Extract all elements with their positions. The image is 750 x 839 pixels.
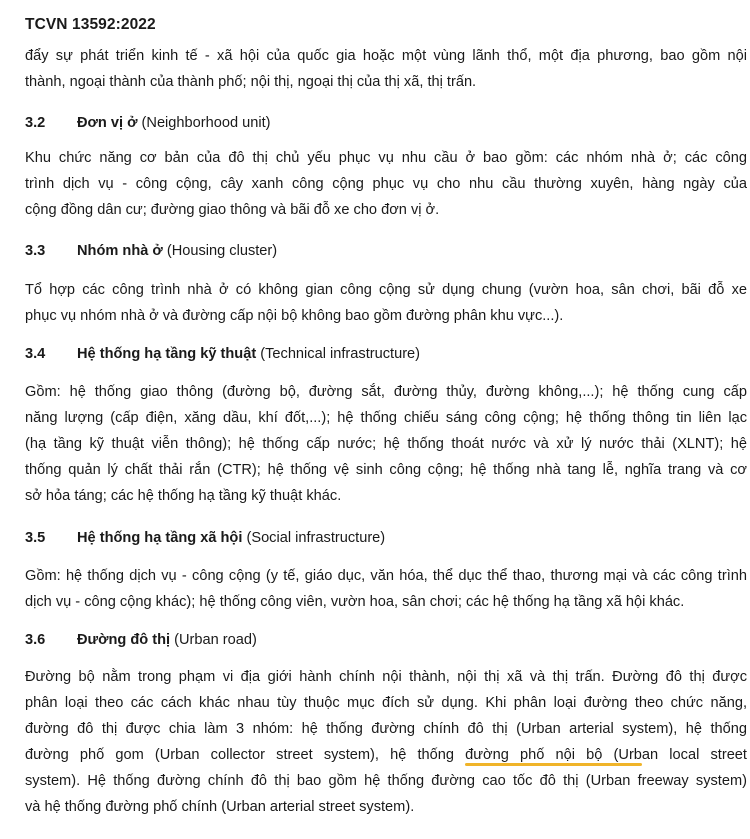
text-line: thống quản lý chất thải rắn (CTR); hệ thống vệ sinh công cộng; hệ thống nhà tang lễ, nghĩa trang và cơ xyxy=(25,462,747,478)
section-number: 3.6 xyxy=(25,632,46,648)
text-line: đẩy sự phát triển kinh tế - xã hội của quốc gia hoặc một vùng lãnh thổ, một địa phương, bao gồm nội xyxy=(25,48,747,64)
text-line: Tổ hợp các công trình nhà ở có không gian công cộng sử dụng chung (vườn hoa, sân chơi, bãi đỗ xe xyxy=(25,282,747,298)
text-line: Đường bộ nằm trong phạm vi địa giới hành chính nội thành, nội thị xã và thị trấn. Đường đô thị được xyxy=(25,669,747,685)
section-english: (Social infrastructure) xyxy=(246,530,386,546)
intro-paragraph xyxy=(25,43,747,95)
text-segment: đường phố gom (Urban collector street system), hệ thống xyxy=(25,747,466,763)
text-line: Khu chức năng cơ bản của đô thị chủ yếu phục vụ nhu cầu ở bao gồm: các nhóm nhà ở; các công xyxy=(25,150,747,166)
section-heading xyxy=(25,243,277,259)
section-term: Hệ thống hạ tầng kỹ thuật xyxy=(77,346,257,362)
text-line: Gồm: hệ thống dịch vụ - công cộng (y tế, giáo dục, văn hóa, thể dục thể thao, thương mại và các công trình xyxy=(25,568,747,584)
standard-code: TCVN 13592:2022 xyxy=(25,16,156,33)
text-line: system). Hệ thống đường chính đô thị bao gồm hệ thống đường cao tốc đô thị (Urban freeway system) xyxy=(25,773,747,789)
section-paragraph xyxy=(25,563,747,615)
text-line: Gồm: hệ thống giao thông (đường bộ, đường sắt, đường thủy, đường không,...); hệ thống cung cấp xyxy=(25,384,747,400)
section-heading xyxy=(25,346,420,362)
text-line: năng lượng (cấp điện, xăng dầu, khí đốt,...); hệ thống chiếu sáng công cộng; hệ thống thông tin liên lạc xyxy=(25,410,747,426)
section-number: 3.2 xyxy=(25,115,46,131)
section-heading xyxy=(25,530,385,546)
section-term: Đường đô thị xyxy=(77,632,171,648)
text-line: dịch vụ - công cộng khác); hệ thống công viên, vườn hoa, sân chơi; các hệ thống hạ tầng xã hội khác. xyxy=(25,594,685,610)
text-line: (hạ tầng kỹ thuật viễn thông); hệ thống cấp nước; hệ thống thoát nước và xử lý nước thải (XLNT); hệ xyxy=(25,436,747,452)
section-paragraph xyxy=(25,379,747,509)
text-line: sở hỏa táng; các hệ thống hạ tầng kỹ thuật khác. xyxy=(25,488,342,504)
text-line: phân loại theo các cách khác nhau tùy thuộc mục đích sử dụng. Khi phân loại đường theo chức năng, xyxy=(25,695,747,711)
section-english: (Urban road) xyxy=(174,632,257,648)
section-english: (Technical infrastructure) xyxy=(260,346,421,362)
highlighter-underline xyxy=(465,763,642,766)
text-line: thành, ngoại thành của thành phố; nội thị, ngoại thị của thị xã, thị trấn. xyxy=(25,74,477,90)
section-paragraph xyxy=(25,664,747,820)
section-heading xyxy=(25,632,257,648)
highlight-text-segment: đường phố nội bộ (Urb xyxy=(465,747,642,763)
text-line-highlighted xyxy=(25,742,747,768)
section-term: Hệ thống hạ tầng xã hội xyxy=(77,530,243,546)
highlighted-text xyxy=(465,747,642,763)
section-paragraph xyxy=(25,277,747,329)
text-line: đường đô thị được chia làm 3 nhóm: hệ thống đường chính đô thị (Urban arterial system), hệ thống xyxy=(25,721,747,737)
section-english: (Housing cluster) xyxy=(166,243,278,259)
text-line: phục vụ nhóm nhà ở và đường cấp nội bộ không bao gồm đường phân khu vực...). xyxy=(25,308,564,324)
section-english: (Neighborhood unit) xyxy=(141,115,271,131)
text-segment: an local street xyxy=(641,747,747,763)
text-line: trình dịch vụ - công cộng, cây xanh công cộng phục vụ cho nhu cầu thường xuyên, hàng ngày của xyxy=(25,176,747,192)
section-heading xyxy=(25,115,271,131)
text-line: cộng đồng dân cư; đường giao thông và bãi đỗ xe cho đơn vị ở. xyxy=(25,202,440,218)
section-term: Nhóm nhà ở xyxy=(77,243,163,259)
section-number: 3.5 xyxy=(25,530,46,546)
text-line: và hệ thống đường phố chính (Urban arterial street system). xyxy=(25,799,415,815)
section-paragraph xyxy=(25,145,747,223)
section-number: 3.3 xyxy=(25,243,46,259)
section-number: 3.4 xyxy=(25,346,46,362)
section-term: Đơn vị ở xyxy=(77,115,138,131)
